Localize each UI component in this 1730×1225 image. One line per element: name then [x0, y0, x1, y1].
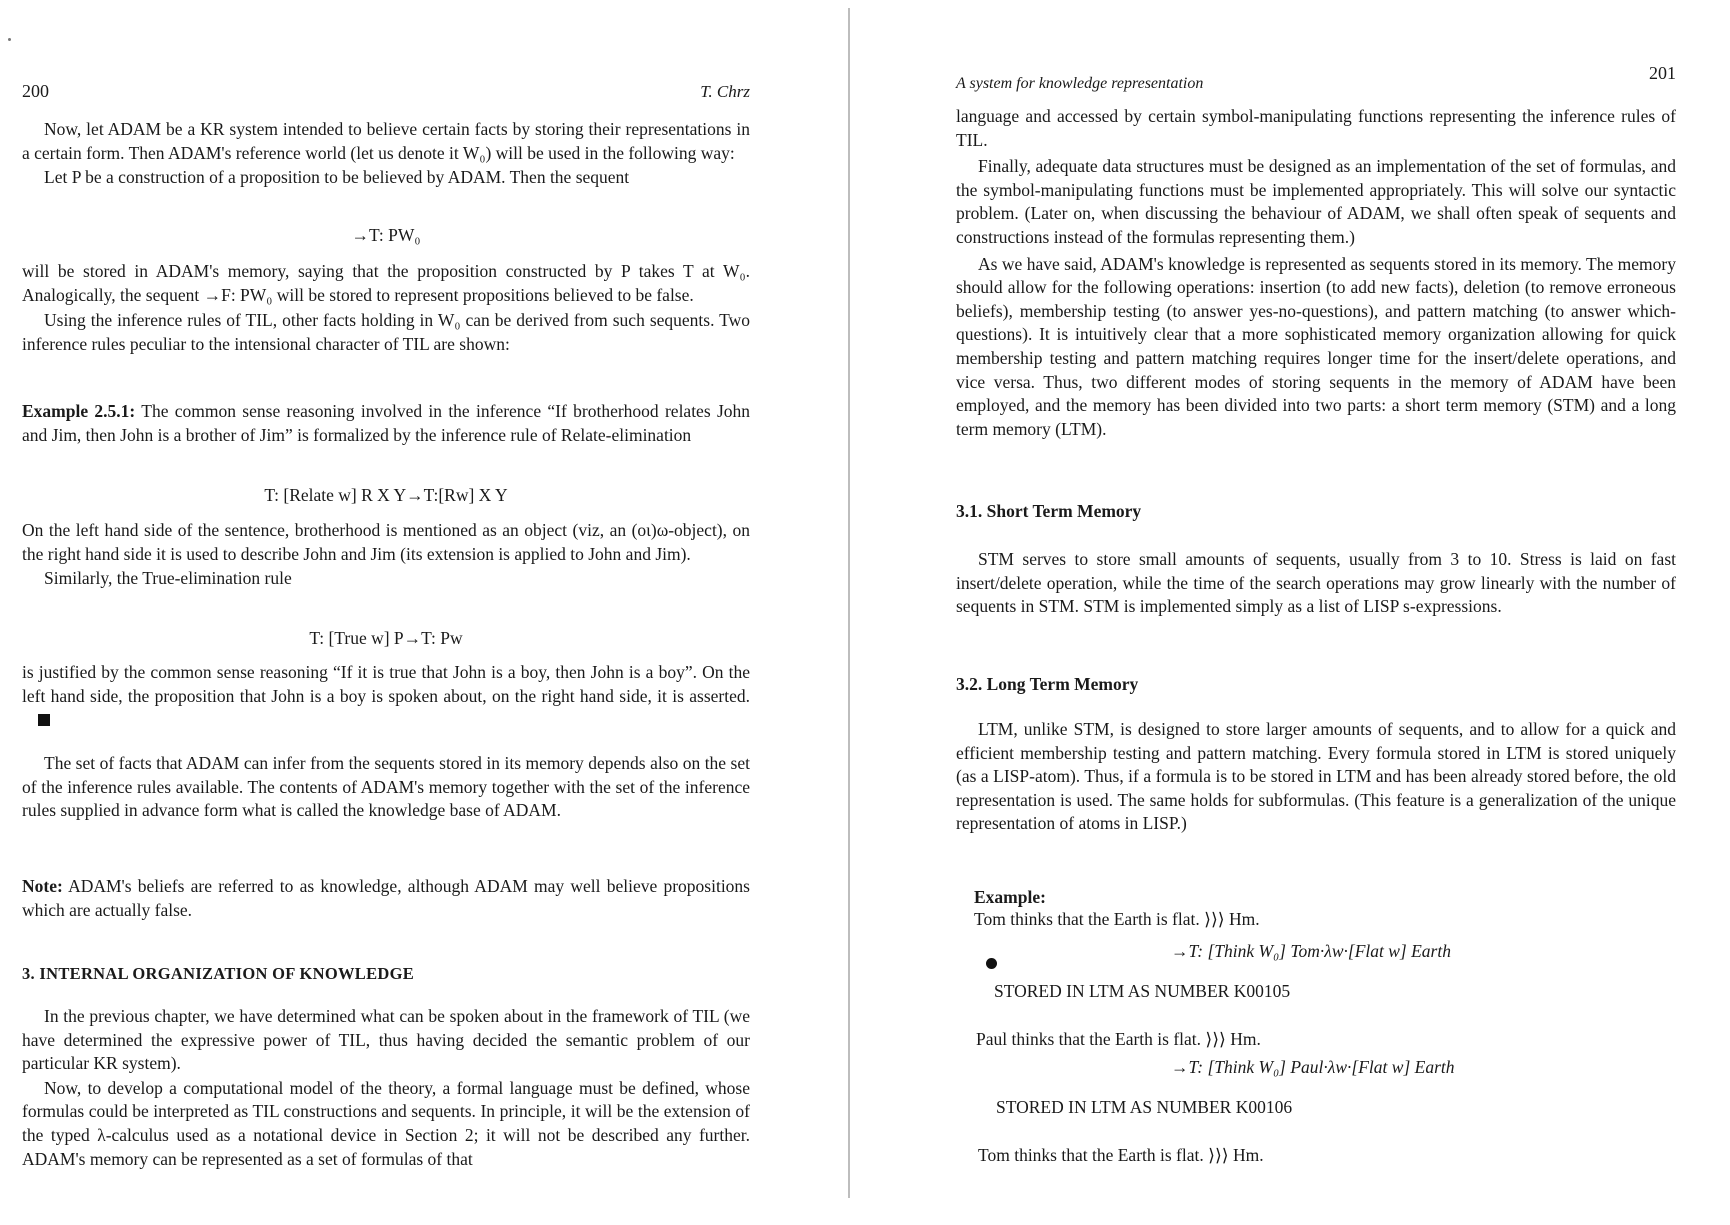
- paragraph-text: is justified by the common sense reasoning “If it is true that John is a boy, then John is a boy”. On the left hand side, the proposition that John is a boy is spoken about, on the right hand side, it is asserted.: [22, 662, 750, 706]
- paragraph: will be stored in ADAM's memory, saying that the proposition constructed by P takes T at W₀. Analogically, the sequent →F: PW₀ will be stored to represent propositions believed to be false.: [22, 261, 750, 305]
- page-number: 200: [22, 81, 49, 101]
- bullet-icon: [986, 958, 997, 969]
- paragraph: Now, to develop a computational model of the theory, a formal language must be defined, whose formulas could be interpreted as TIL constructions and sequents. In principle, it will be the extension of the typed λ-calculus used as a notational device in Section 2; it will not be described any further. ADAM's memory can be represented as a set of formulas of that: [22, 1077, 750, 1169]
- paragraph: Finally, adequate data structures must be designed as an implementation of the set of formulas, and the symbol-manipulating functions must be implemented appropriately. This will solve our syntactic problem. (Later on, when discussing the behaviour of ADAM, we shall often speak of sequents and constructions instead of the formulas representing them.): [956, 156, 1676, 247]
- formula: →T: PW₀: [351, 225, 421, 245]
- note-text: ADAM's beliefs are referred to as knowledge, although ADAM may well believe propositions which are actually false.: [22, 876, 750, 920]
- example-result: STORED IN LTM AS NUMBER K00105: [994, 981, 1291, 1001]
- note-label: Note:: [22, 876, 63, 896]
- paragraph: Similarly, the True-elimination rule: [44, 568, 292, 589]
- note-paragraph: [22, 875, 750, 922]
- subsection-heading-3-1: 3.1. Short Term Memory: [956, 501, 1142, 521]
- paragraph: As we have said, ADAM's knowledge is represented as sequents stored in its memory. The memory should allow for the following operations: insertion (to add new facts), deletion (to remove erroneous beliefs), membership testing (to answer yes-no-questions), and pattern matching (to answer which-questions). It is intuitively clear that a more sophisticated memory organization allowing for quick membership testing and pattern matching requires longer time for the insert/delete operations, and vice versa. Thus, two different modes of storing sequents in the memory of ADAM have been employed, and the memory has been divided into two parts: a short term memory (STM) and a long term memory (LTM).: [956, 253, 1676, 439]
- paragraph: In the previous chapter, we have determined what can be spoken about in the framework of TIL (we have determined the expressive power of TIL, thus having decided the semantic problem of our particular KR system).: [22, 1006, 750, 1074]
- book-spine: [848, 8, 850, 1198]
- example-label: Example:: [974, 887, 1046, 907]
- section-heading: 3. INTERNAL ORGANIZATION OF KNOWLEDGE: [22, 964, 415, 983]
- formula: T: [True w] P→T: Pw: [309, 628, 463, 648]
- scan-speck: [8, 38, 11, 41]
- paragraph: Now, let ADAM be a KR system intended to believe certain facts by storing their representations in a certain form. Then ADAM's reference world (let us denote it W₀) will be used in the following way:: [22, 119, 750, 163]
- example-input-line: Tom thinks that the Earth is flat. ⟩⟩⟩ Hm.: [978, 1145, 1264, 1165]
- paragraph: The set of facts that ADAM can infer from the sequents stored in its memory depends also on the set of the inference rules available. The contents of ADAM's memory together with the set of the inference rules supplied in advance form what is called the knowledge base of ADAM.: [22, 753, 750, 821]
- running-head: T. Chrz: [700, 82, 750, 101]
- example-input-line: Paul thinks that the Earth is flat. ⟩⟩⟩ Hm.: [976, 1029, 1261, 1049]
- paragraph: STM serves to store small amounts of sequents, usually from 3 to 10. Stress is laid on fast insert/delete operation, while the time of the search operations may grow linearly with the number of sequents in STM. STM is implemented simply as a list of LISP s-expressions.: [956, 549, 1676, 617]
- example-paragraph: [22, 400, 750, 447]
- paragraph: [22, 661, 750, 732]
- paragraph: Using the inference rules of TIL, other facts holding in W₀ can be derived from such sequents. Two inference rules peculiar to the intensional character of TIL are shown:: [22, 310, 750, 354]
- formula: T: [Relate w] R X Y→T:[Rw] X Y: [264, 485, 508, 505]
- paragraph: LTM, unlike STM, is designed to store larger amounts of sequents, and to allow for a quick and efficient membership testing and pattern matching. Every formula stored in LTM is stored uniquely (as a LISP-atom). Thus, if a formula is to be stored in LTM and has been already stored before, the old representation is used. The same holds for subformulas. (This feature is a generalization of the unique representation of atoms in LISP.): [956, 719, 1676, 834]
- paragraph: On the left hand side of the sentence, brotherhood is mentioned as an object (viz, an (oι)ω-object), on the right hand side it is used to describe John and Jim (its extension is applied to John and Jim).: [22, 520, 750, 564]
- example-formula: →T: [Think W₀] Paul·λw·[Flat w] Earth: [1171, 1057, 1455, 1077]
- subsection-heading-3-2: 3.2. Long Term Memory: [956, 674, 1139, 694]
- example-label: Example 2.5.1:: [22, 401, 136, 421]
- paragraph: language and accessed by certain symbol-manipulating functions representing the inference rules of TIL.: [956, 106, 1676, 150]
- example-result: STORED IN LTM AS NUMBER K00106: [996, 1097, 1293, 1117]
- running-head: A system for knowledge representation: [956, 75, 1204, 92]
- example-input-line: Tom thinks that the Earth is flat. ⟩⟩⟩ Hm.: [974, 909, 1260, 929]
- page-number: 201: [1649, 63, 1676, 83]
- qed-square-icon: [38, 714, 50, 726]
- example-formula: →T: [Think W₀] Tom·λw·[Flat w] Earth: [1171, 941, 1451, 961]
- paragraph: Let P be a construction of a proposition to be believed by ADAM. Then the sequent: [44, 167, 630, 188]
- example-text: The common sense reasoning involved in the inference “If brotherhood relates John and Jim, then John is a brother of Jim” is formalized by the inference rule of Relate-elimination: [22, 401, 750, 445]
